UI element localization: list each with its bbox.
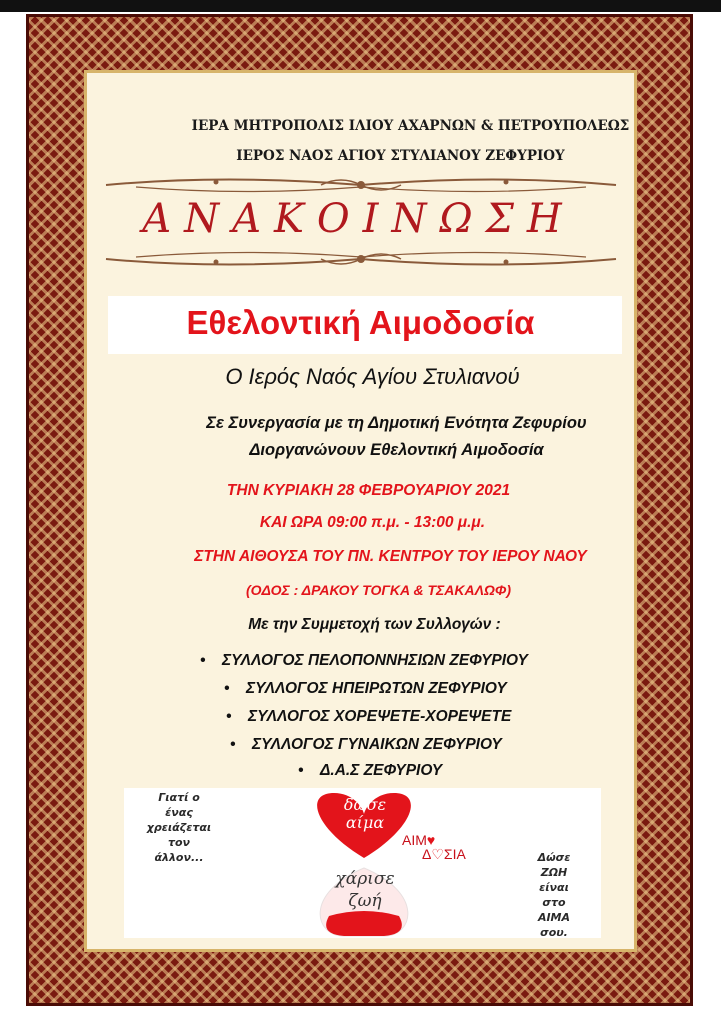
list-item: • ΣΥΛΛΟΓΟΣ ΧΟΡΕΨΕΤΕ-ΧΟΡΕΨΕΤΕ [226,708,512,725]
list-item: • ΣΥΛΛΟΓΟΣ ΓΥΝΑΙΚΩΝ ΖΕΦΥΡΙΟΥ [230,736,502,753]
ornament-divider-bottom [96,246,626,272]
image-right-text: Δώσε ΖΩΗ είναι στο ΑΙΜΑ σου. [537,851,571,938]
cooperation-text: Σε Συνεργασία με τη Δημοτική Ενότητα Ζεφυρίου [206,414,587,432]
header-metropolis: ΙΕΡΑ ΜΗΤΡΟΠΟΛΙΣ ΙΛΙΟΥ ΑΧΑΡΝΩΝ & ΠΕΤΡΟΥΠΟΛΕΩΣ [191,118,630,134]
image-left-text: Γιατί ο ένας χρειάζεται τον άλλον... [146,791,212,864]
event-date: ΤΗΝ ΚΥΡΙΑΚΗ 28 ΦΕΒΡΟΥΑΡΙΟΥ 2021 [226,482,511,499]
organize-text: Διοργανώνουν Εθελοντική Αιμοδοσία [249,441,544,459]
header-church: ΙΕΡΟΣ ΝΑΟΣ ΑΓΙΟΥ ΣΤΥΛΙΑΝΟΥ ΖΕΦΥΡΙΟΥ [236,148,565,164]
subtitle: Ο Ιερός Ναός Αγίου Στυλιανού [225,364,520,389]
event-time: ΚΑΙ ΩΡΑ 09:00 π.μ. - 13:00 μ.μ. [259,514,486,531]
heart-text-bottom: χάρισε ζωή [335,869,395,911]
list-item: • ΣΥΛΛΟΓΟΣ ΗΠΕΙΡΩΤΩΝ ΖΕΦΥΡΙΟΥ [224,680,507,697]
announcement-heading: ΑΝΑΚΟΙΝΩΣΗ [142,196,575,242]
ornament-divider-top [96,172,626,198]
event-title: Εθελοντική Αιμοδοσία [186,304,535,341]
top-bar [0,0,721,12]
list-item: • ΣΥΛΛΟΓΟΣ ΠΕΛΟΠΟΝΝΗΣΙΩΝ ΖΕΦΥΡΙΟΥ [200,652,528,669]
event-place: ΣΤΗΝ ΑΙΘΟΥΣΑ ΤΟΥ ΠΝ. ΚΕΝΤΡΟΥ ΤΟΥ ΙΕΡΟΥ ΝΑΟΥ [194,548,587,565]
event-street: (ΟΔΟΣ : ΔΡΑΚΟΥ ΤΟΓΚΑ & ΤΣΑΚΑΛΩΦ) [245,582,512,598]
list-item: • Δ.Α.Σ ΖΕΦΥΡΙΟΥ [298,762,443,779]
blood-donation-image [124,788,601,938]
aimodosia-logo: ΑΙΜ♥ Δ♡ΣΙΑ [402,832,466,862]
participation-label: Με την Συμμετοχή των Συλλογών : [248,616,501,633]
heart-text-top: δώσε αίμα [343,795,387,832]
